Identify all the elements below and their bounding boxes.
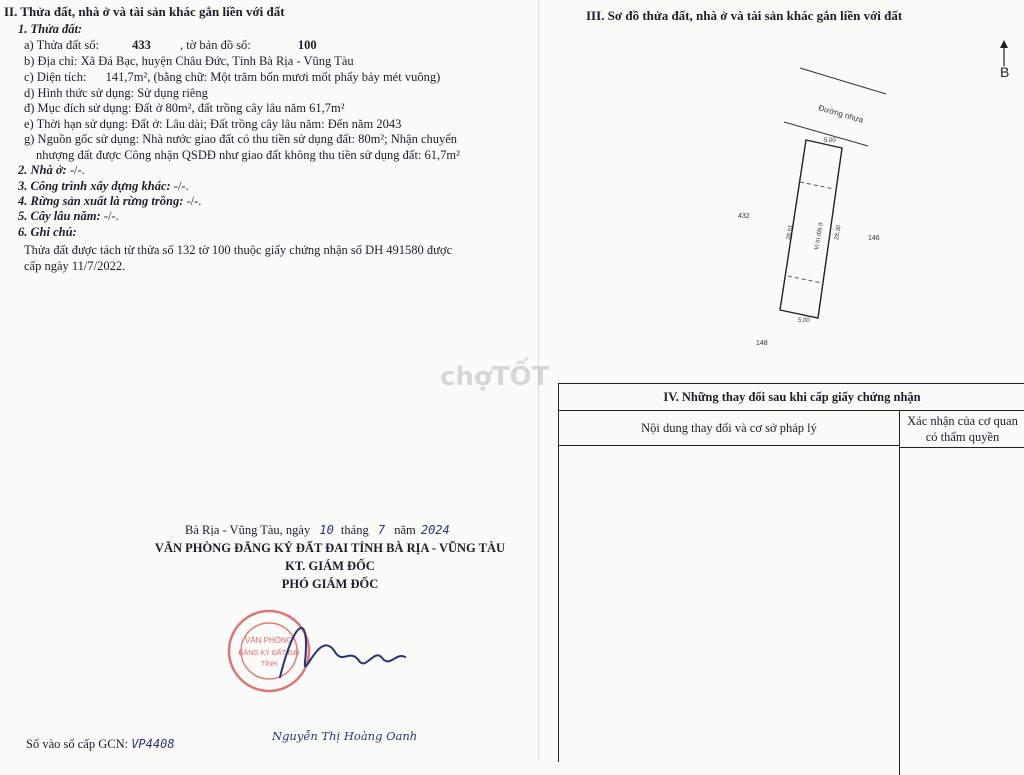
address-line: b) Địa chỉ: Xã Đá Bạc, huyện Châu Đức, Tỉnh Bà Rịa - Vũng Tàu: [24, 54, 354, 68]
parcel-number: 433: [132, 38, 151, 52]
notes-line-1: Thửa đất được tách từ thửa số 132 tờ 100 thuộc giấy chứng nhận số DH 491580 được: [24, 243, 453, 257]
watermark: chợTỐT: [440, 362, 550, 392]
col-approval-header: Xác nhận của cơ quan có thẩm quyền: [900, 411, 1024, 448]
right-panel: [538, 0, 1024, 761]
road-line: [800, 68, 886, 94]
usage-term-line: e) Thời hạn sử dụng: Đất ở: Lâu dài; Đất trồng cây lâu năm: Đến năm 2043: [24, 117, 402, 131]
notes-title: 6. Ghi chú:: [18, 225, 77, 239]
forest-value: -/-.: [186, 194, 202, 208]
signer-name: Nguyễn Thị Hoàng Oanh: [272, 729, 418, 743]
svg-text:VĂN PHÒNG: VĂN PHÒNG: [244, 636, 294, 645]
trees-value: -/-.: [103, 209, 119, 223]
section-4-title: IV. Những thay đổi sau khi cấp giấy chứng nhận: [559, 384, 1024, 411]
svg-text:TỈNH: TỈNH: [260, 661, 278, 668]
usage-form-line: d) Hình thức sử dụng: Sử dụng riêng: [24, 86, 208, 100]
office-stamp: [229, 611, 309, 691]
house-title: 2. Nhà ở:: [18, 163, 67, 177]
section-3-title: III. Sơ đồ thửa đất, nhà ở và tài sản khác gắn liền với đất: [586, 8, 903, 23]
road-label: Đường nhựa: [817, 103, 865, 125]
map-label: , tờ bản đồ số:: [179, 38, 251, 52]
north-label: B: [1000, 64, 1010, 80]
changes-table: [558, 383, 1024, 762]
date-month: 7: [377, 523, 386, 537]
house-value: -/-.: [69, 163, 85, 177]
deputy-title: PHÓ GIÁM ĐỐC: [281, 577, 379, 591]
notes-line-2: cấp ngày 11/7/2022.: [24, 259, 126, 273]
stamp-signature-graphic: [225, 607, 425, 702]
section-2-title: II. Thửa đất, nhà ở và tài sản khác gắn liền với đất: [4, 4, 285, 19]
origin-line-1: g) Nguồn gốc sử dụng: Nhà nước giao đất có thu tiền sử dụng đất: 80m²; Nhận chuyển: [24, 132, 458, 146]
neighbor-left: 432: [738, 213, 750, 220]
table-column-divider: [899, 445, 900, 775]
land-title: 1. Thửa đất:: [18, 22, 83, 36]
year-label: năm: [394, 523, 416, 537]
registry-line: [26, 737, 175, 752]
place-text: Bà Rịa - Vũng Tàu, ngày: [185, 523, 311, 537]
inner-boundary-2: [788, 276, 822, 283]
forest-title: 4. Rừng sản xuất là rừng trồng:: [18, 194, 184, 208]
area-value: 141,7m², (bằng chữ: Một trăm bốn mươi mốt phẩy bảy mét vuông): [105, 70, 441, 84]
registry-number: VP4408: [131, 737, 175, 751]
works-value: -/-.: [173, 179, 189, 193]
registry-label: Số vào sổ cấp GCN:: [26, 737, 129, 751]
area-line: [24, 70, 440, 85]
dim-top: 5.00: [824, 138, 836, 144]
parcel-label: Vị trí đất ở: [814, 221, 825, 251]
neighbor-right: 146: [868, 235, 880, 242]
office-name: VĂN PHÒNG ĐĂNG KÝ ĐẤT ĐAI TỈNH BÀ RỊA - VŨNG TÀU: [154, 541, 506, 555]
map-number: 100: [297, 38, 317, 52]
parcel-number-line: [24, 38, 317, 53]
date-year: 2024: [420, 523, 450, 537]
works-line: [18, 179, 189, 194]
origin-line-2: nhượng đất được Công nhận QSDĐ như giao đất không thu tiền sử dụng đất: 61,7m²: [36, 148, 460, 162]
parcel-diagram: [718, 60, 918, 360]
svg-text:ĐĂNG KÝ ĐẤT ĐAI: ĐĂNG KÝ ĐẤT ĐAI: [238, 650, 300, 657]
kt-title: KT. GIÁM ĐỐC: [285, 559, 375, 573]
trees-title: 5. Cây lâu năm:: [18, 209, 101, 223]
area-label: c) Diện tích:: [24, 70, 87, 84]
usage-purpose-line: đ) Mục đích sử dụng: Đất ở 80m², đất trồng cây lâu năm 61,7m²: [24, 101, 345, 115]
inner-boundary-1: [800, 182, 834, 189]
dim-left: 28.51: [786, 224, 795, 241]
dim-right: 28.30: [834, 224, 843, 241]
neighbor-bottom: 148: [756, 340, 768, 347]
date-day: 10: [319, 523, 334, 537]
dim-bottom: 5.00: [798, 318, 810, 324]
col-changes-header: Nội dung thay đổi và cơ sở pháp lý: [559, 411, 900, 446]
trees-line: [18, 209, 119, 224]
parcel-label: a) Thửa đất số:: [24, 38, 99, 52]
works-title: 3. Công trình xây dựng khác:: [18, 179, 171, 193]
forest-line: [18, 194, 201, 209]
date-line: [185, 523, 450, 538]
house-line: [18, 163, 85, 178]
month-label: tháng: [340, 523, 369, 537]
